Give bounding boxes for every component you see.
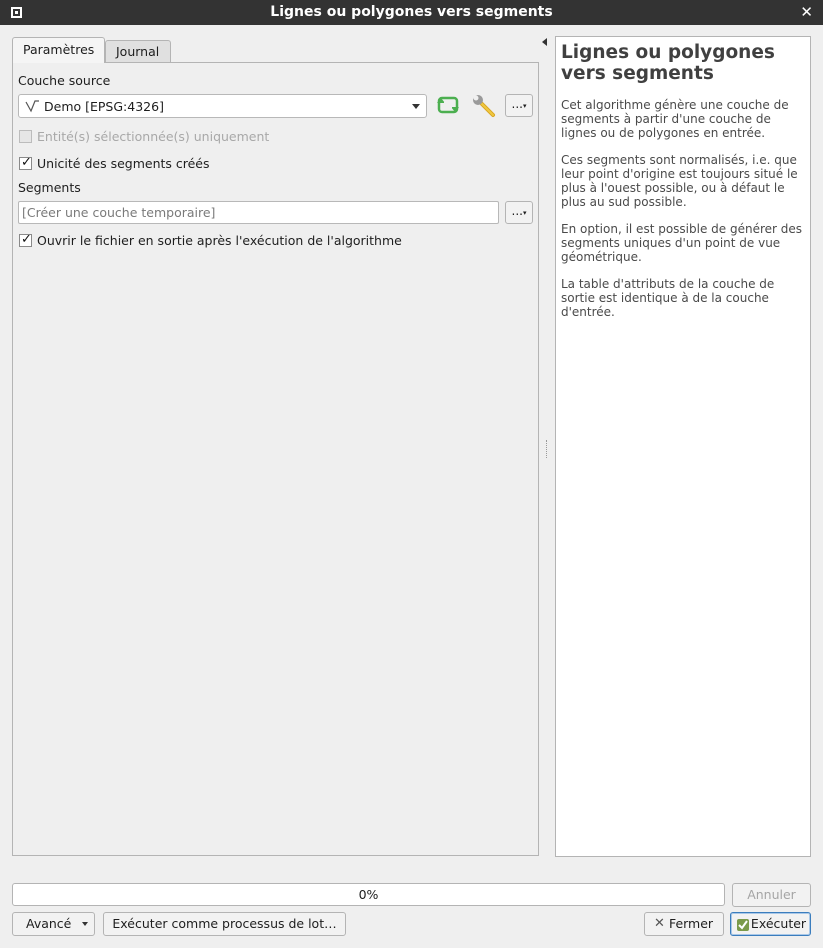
advanced-label: Avancé <box>26 916 72 931</box>
window-title: Lignes ou polygones vers segments <box>270 4 553 20</box>
tab-journal[interactable]: Journal <box>105 40 171 62</box>
help-paragraph: En option, il est possible de générer des segments uniques d'un point de vue géométrique. <box>561 222 803 264</box>
parameters-panel <box>12 62 539 856</box>
unique-segments-checkbox[interactable] <box>19 157 32 170</box>
run-button[interactable] <box>730 912 811 936</box>
batch-process-button[interactable]: Exécuter comme processus de lot… <box>103 912 346 936</box>
wrench-icon[interactable] <box>471 93 497 119</box>
line-layer-icon <box>25 99 41 116</box>
progress-text: 0% <box>358 887 379 902</box>
chevron-down-icon <box>412 104 420 109</box>
chevron-down-icon <box>82 922 88 926</box>
segments-label: Segments <box>18 180 81 195</box>
close-button[interactable] <box>644 912 724 936</box>
refresh-icon[interactable] <box>436 93 462 119</box>
open-output-checkbox[interactable] <box>19 234 32 247</box>
selected-only-label: Entité(s) sélectionnée(s) uniquement <box>37 129 270 144</box>
selected-only-checkbox[interactable] <box>19 130 32 143</box>
help-title: Lignes ou polygones vers segments <box>561 42 775 84</box>
source-layer-value: Demo [EPSG:4326] <box>44 99 164 114</box>
tab-parametres[interactable]: Paramètres <box>12 37 105 63</box>
collapse-arrow-icon[interactable] <box>542 38 547 46</box>
check-icon <box>736 917 750 938</box>
advanced-button[interactable] <box>12 912 95 936</box>
progress-bar <box>12 883 725 906</box>
help-panel <box>555 36 811 857</box>
close-x-icon: ✕ <box>654 916 665 931</box>
splitter-handle[interactable] <box>546 440 549 458</box>
close-label: Fermer <box>668 916 714 931</box>
help-paragraph: Ces segments sont normalisés, i.e. que leur point d'origine est toujours situé le plus à l'ouest possible, ou à défaut le plus au sud possible. <box>561 153 798 209</box>
help-paragraph: Cet algorithme génère une couche de segments à partir d'une couche de lignes ou de polygones en entrée. <box>561 98 789 140</box>
open-output-label: Ouvrir le fichier en sortie après l'exécution de l'algorithme <box>37 233 402 248</box>
segments-browse-button[interactable]: ...▾ <box>505 201 533 224</box>
browse-label: ... <box>511 204 523 218</box>
segments-output-input[interactable]: [Créer une couche temporaire] <box>18 201 499 224</box>
unique-segments-label: Unicité des segments créés <box>37 156 210 171</box>
source-layer-label: Couche source <box>18 73 111 88</box>
cancel-button[interactable]: Annuler <box>732 883 811 907</box>
title-bar <box>0 0 823 25</box>
source-browse-button[interactable]: ...▾ <box>505 94 533 117</box>
browse-label: ... <box>511 97 523 111</box>
help-paragraph: La table d'attributs de la couche de sortie est identique à de la couche d'entrée. <box>561 277 775 319</box>
run-label: Exécuter <box>750 916 807 931</box>
close-icon[interactable]: ✕ <box>800 3 813 21</box>
source-layer-combo[interactable] <box>18 94 427 118</box>
